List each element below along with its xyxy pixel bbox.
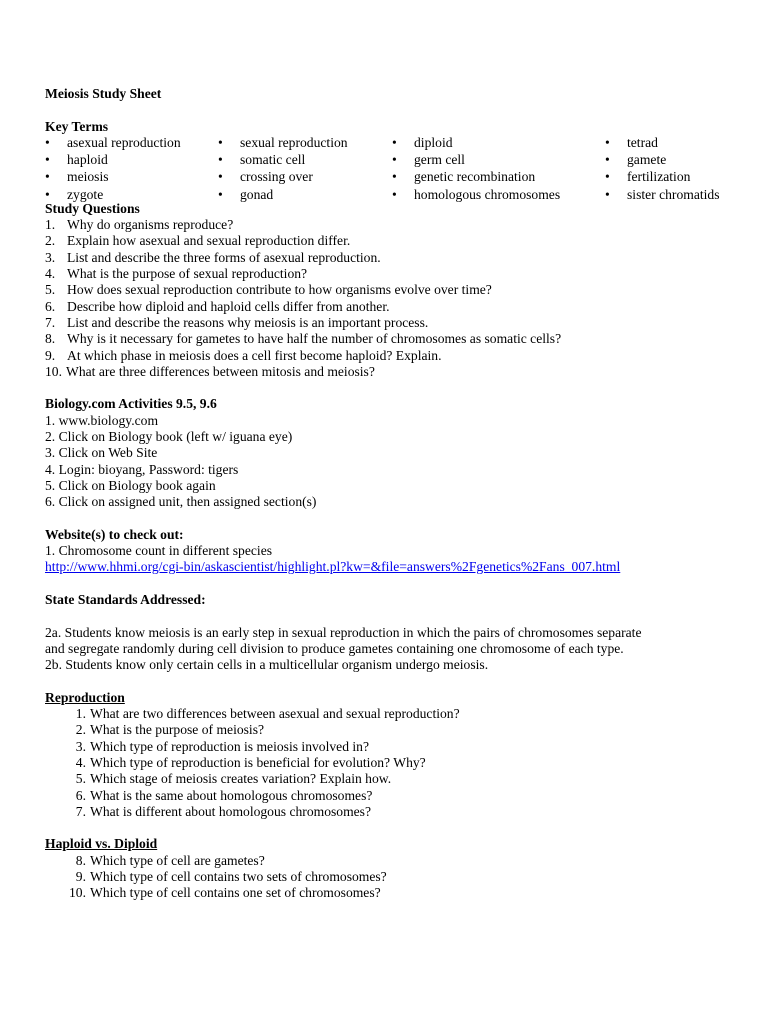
key-term: • sister chromatids xyxy=(605,187,720,204)
study-questions-heading: Study Questions xyxy=(45,200,140,216)
bullet-icon: • xyxy=(392,169,397,185)
list-item: 5. Which stage of meiosis creates variation? Explain how. xyxy=(75,771,392,787)
haploid-diploid-heading: Haploid vs. Diploid xyxy=(45,836,158,852)
list-item: 2. What is the purpose of meiosis? xyxy=(75,722,265,738)
standards-heading: State Standards Addressed: xyxy=(45,592,206,608)
list-item: 1. Why do organisms reproduce? xyxy=(45,217,234,233)
key-term: • crossing over xyxy=(218,169,348,186)
bullet-icon: • xyxy=(45,169,50,185)
list-item: 6. What is the same about homologous chromosomes? xyxy=(75,787,373,803)
list-item: 5. Click on Biology book again xyxy=(45,477,216,493)
list-item: 6. Describe how diploid and haploid cells differ from another. xyxy=(45,298,390,314)
key-term: • fertilization xyxy=(605,169,720,186)
activities-heading: Biology.com Activities 9.5, 9.6 xyxy=(45,396,217,412)
key-term: • germ cell xyxy=(392,152,560,169)
list-item: 1. www.biology.com xyxy=(45,412,159,428)
key-terms-heading: Key Terms xyxy=(45,118,109,134)
list-item: 1. What are two differences between asexual and sexual reproduction? xyxy=(75,706,460,722)
list-item: 3. Click on Web Site xyxy=(45,445,158,461)
key-term: • gonad xyxy=(218,187,348,204)
bullet-icon: • xyxy=(392,134,397,150)
list-item: 6. Click on assigned unit, then assigned section(s) xyxy=(45,494,317,510)
standard-2b: 2b. Students know only certain cells in a multicellular organism undergo meiosis. xyxy=(45,657,489,673)
key-term: • meiosis xyxy=(45,169,181,186)
list-item: 8. Why is it necessary for gametes to have half the number of chromosomes as somatic cells? xyxy=(45,331,562,347)
list-item: 2. Explain how asexual and sexual reproduction differ. xyxy=(45,233,351,249)
list-item: 10. Which type of cell contains one set of chromosomes? xyxy=(69,885,381,901)
key-terms-grid xyxy=(45,135,745,201)
list-item: 7. List and describe the reasons why meiosis is an important process. xyxy=(45,314,429,330)
key-terms-column xyxy=(392,135,560,204)
bullet-icon: • xyxy=(605,152,610,168)
list-item: 5. How does sexual reproduction contribute to how organisms evolve over time? xyxy=(45,282,492,298)
key-term: • homologous chromosomes xyxy=(392,187,560,204)
key-terms-column xyxy=(218,135,348,204)
study-sheet xyxy=(45,86,745,902)
list-item: 7. What is different about homologous chromosomes? xyxy=(75,803,372,819)
bullet-icon: • xyxy=(45,186,50,202)
list-item: 2. Click on Biology book (left w/ iguana eye) xyxy=(45,429,293,445)
list-item: 9. At which phase in meiosis does a cell first become haploid? Explain. xyxy=(45,347,442,363)
bullet-icon: • xyxy=(45,152,50,168)
standard-2a-line: 2a. Students know meiosis is an early step in sexual reproduction in which the pairs of chromosomes separate xyxy=(45,624,642,640)
bullet-icon: • xyxy=(218,169,223,185)
key-term: • somatic cell xyxy=(218,152,348,169)
bullet-icon: • xyxy=(605,186,610,202)
list-item: 3. List and describe the three forms of asexual reproduction. xyxy=(45,249,381,265)
bullet-icon: • xyxy=(45,134,50,150)
key-terms-column xyxy=(605,135,720,204)
study-questions-list xyxy=(45,217,745,380)
key-term: • asexual reproduction xyxy=(45,135,181,152)
bullet-icon: • xyxy=(605,134,610,150)
bullet-icon: • xyxy=(218,152,223,168)
list-item: 10. What are three differences between mitosis and meiosis? xyxy=(45,363,375,379)
reproduction-questions xyxy=(45,706,745,820)
key-terms-column xyxy=(45,135,181,204)
bullet-icon: • xyxy=(392,186,397,202)
key-term: • sexual reproduction xyxy=(218,135,348,152)
reproduction-heading: Reproduction xyxy=(45,689,125,705)
key-term: • tetrad xyxy=(605,135,720,152)
key-term: • genetic recombination xyxy=(392,169,560,186)
list-item: 8. Which type of cell are gametes? xyxy=(75,852,265,868)
list-item: 3. Which type of reproduction is meiosis involved in? xyxy=(75,738,369,754)
website-link[interactable]: http://www.hhmi.org/cgi-bin/askascientist/highlight.pl?kw=&file=answers%2Fgenetics%2Fans_007.html xyxy=(45,559,621,575)
key-term: • diploid xyxy=(392,135,560,152)
haploid-diploid-questions xyxy=(45,853,745,902)
list-item: 4. Login: bioyang, Password: tigers xyxy=(45,461,239,477)
list-item: 4. Which type of reproduction is beneficial for evolution? Why? xyxy=(75,754,426,770)
key-term: • haploid xyxy=(45,152,181,169)
bullet-icon: • xyxy=(218,186,223,202)
website-description: 1. Chromosome count in different species xyxy=(45,543,273,559)
key-term: • gamete xyxy=(605,152,720,169)
list-item: 9. Which type of cell contains two sets of chromosomes? xyxy=(75,869,387,885)
bullet-icon: • xyxy=(392,152,397,168)
activities-list xyxy=(45,413,745,511)
bullet-icon: • xyxy=(218,134,223,150)
bullet-icon: • xyxy=(605,169,610,185)
standard-2a-line: and segregate randomly during cell division to produce gametes containing one chromosome of each type. xyxy=(45,640,624,656)
key-term: • zygote xyxy=(45,187,181,204)
list-item: 4. What is the purpose of sexual reproduction? xyxy=(45,266,308,282)
page-title: Meiosis Study Sheet xyxy=(45,86,162,101)
websites-heading: Website(s) to check out: xyxy=(45,526,184,542)
